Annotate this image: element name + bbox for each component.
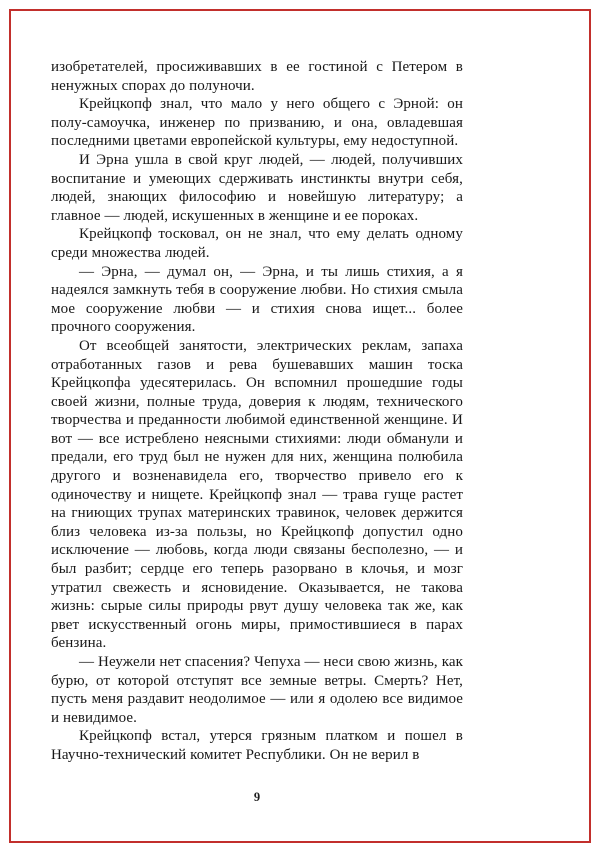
paragraph: И Эрна ушла в свой круг людей, — людей, получивших воспитание и умеющих сдерживать инстинкты внутри себя, людей, знающих философию и новейшую литературу; а главное — людей, искушенных в женщине и ее пороках.: [51, 151, 463, 224]
paragraph: Крейцкопф встал, утерся грязным платком и пошел в Научно-технический комитет Республики. Он не верил в: [51, 728, 463, 763]
paragraph: Крейцкопф знал, что мало у него общего с Эрной: он полу-самоучка, инженер по призванию, и она, овладевшая последними цветами европейской культуры, ему недоступной.: [51, 96, 463, 150]
paragraph: От всеобщей занятости, электрических реклам, запаха отработанных газов и рева бушевавших машин тоска Крейцкопфа удесятерилась. Он вспомнил прошедшие годы своей жизни, полные труда, доверия к людям, технического творчества и преданности любимой единственной женщине. И вот — все истреблено неясными стихиями: люди обманули и предали, его труд был не нужен для них, женщина полюбила другого и возненавидела его, творчество привело его к одиночеству и нищете. Крейцкопф знал — трава гуще растет на гниющих трупах материнских травинок, человек держится близ человека из-за пользы, но Крейцкопф допустил одно исключение — любовь, когда люди связаны бесполезно, — и был разбит; сердце его теперь разорвано в клочья, и мозг утратил свежесть и ясновидение. Оказывается, не такова жизнь: сырые силы природы рвут душу человека так же, как рвет искусственный огонь миры, примостившиеся в парах бензина.: [51, 337, 463, 652]
paragraph: — Неужели нет спасения? Чепуха — неси свою жизнь, как бурю, от которой отступят все земные ветры. Смерть? Нет, пусть меня раздавит неодолимое — или я одолею все видимое и невидимое.: [51, 654, 463, 726]
page-number: 9: [253, 790, 261, 804]
paragraph: — Эрна, — думал он, — Эрна, и ты лишь стихия, а я надеялся замкнуть тебя в сооружение любви. Но стихия смыла мое сооружение любви — и стихия снова ищет... более прочного сооружения.: [51, 263, 463, 336]
paragraph: изобретателей, просиживавших в ее гостиной с Петером в ненужных спорах до полуночи.: [51, 59, 463, 94]
body-text: [51, 58, 463, 765]
paragraph: Крейцкопф тосковал, он не знал, что ему делать одному среди множества людей.: [51, 226, 463, 261]
